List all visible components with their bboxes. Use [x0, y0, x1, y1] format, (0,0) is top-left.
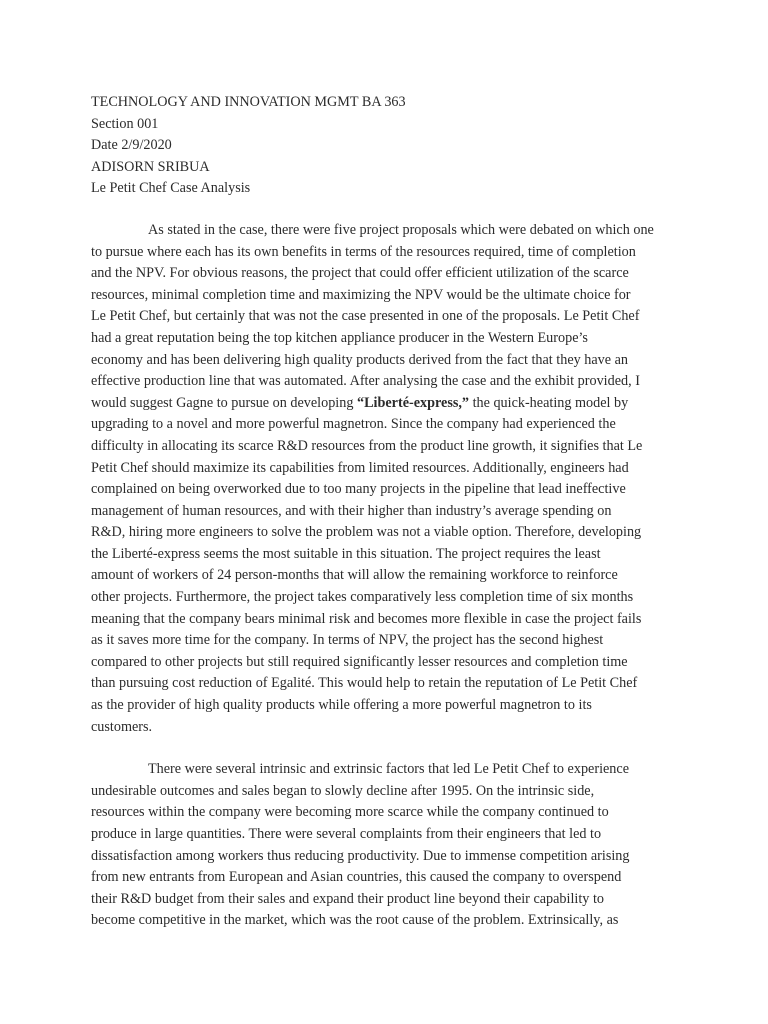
paragraph-line: management of human resources, and with their higher than industry’s average spending on	[91, 502, 612, 519]
paragraph-line: economy and has been delivering high quality products derived from the fact that they have an	[91, 351, 628, 368]
paragraph-line: Le Petit Chef, but certainly that was not the case presented in one of the proposals. Le Petit Chef	[91, 308, 640, 325]
paragraph-line: amount of workers of 24 person-months that will allow the remaining workforce to reinforce	[91, 567, 618, 584]
paragraph-line: produce in large quantities. There were several complaints from their engineers that led to	[91, 826, 602, 842]
paragraph-line: their R&D budget from their sales and expand their product line beyond their capability to	[91, 890, 604, 907]
paragraph-line: the Liberté-express seems the most suitable in this situation. The project requires the least	[91, 545, 601, 562]
paragraph-line: There were several intrinsic and extrinsic factors that led Le Petit Chef to experience	[148, 761, 629, 778]
paragraph-line: customers.	[91, 718, 153, 735]
line-text: the quick-heating model by	[469, 394, 629, 411]
paragraph-line: than pursuing cost reduction of Egalité. This would help to retain the reputation of Le Petit Chef	[91, 675, 638, 692]
paragraph-2	[91, 759, 683, 932]
paragraph-line: difficulty in allocating its scarce R&D resources from the product line growth, it signifies that Le	[91, 437, 643, 454]
author-name: ADISORN SRIBUA	[91, 158, 210, 175]
paragraph-line: and the NPV. For obvious reasons, the project that could offer efficient utilization of the scarce	[91, 265, 629, 282]
paragraph-line: effective production line that was automated. After analysing the case and the exhibit provided, I	[91, 373, 640, 390]
paragraph-1	[91, 220, 683, 738]
paragraph-line: R&D, hiring more engineers to solve the problem was not a viable option. Therefore, developing	[91, 524, 642, 541]
document-title: Le Petit Chef Case Analysis	[91, 180, 251, 197]
line-text: would suggest Gagne to pursue on developing	[91, 394, 357, 411]
paragraph-line: become competitive in the market, which was the root cause of the problem. Extrinsically, as	[91, 912, 619, 929]
document-date: Date 2/9/2020	[91, 137, 172, 154]
paragraph-line	[91, 393, 683, 415]
paragraph-line: upgrading to a novel and more powerful magnetron. Since the company had experienced the	[91, 416, 616, 433]
paragraph-line: as the provider of high quality products while offering a more powerful magnetron to its	[91, 697, 592, 714]
paragraph-line: other projects. Furthermore, the project takes comparatively less completion time of six months	[91, 589, 634, 606]
paragraph-line: undesirable outcomes and sales began to slowly decline after 1995. On the intrinsic side,	[91, 782, 595, 799]
paragraph-line: compared to other projects but still required significantly lesser resources and completion time	[91, 653, 628, 670]
section-number: Section 001	[91, 115, 159, 132]
course-title: TECHNOLOGY AND INNOVATION MGMT BA 363	[91, 94, 406, 110]
project-name-highlight: “Liberté-express,”	[356, 394, 470, 411]
paragraph-line: Petit Chef should maximize its capabilities from limited resources. Additionally, engineers had	[91, 459, 629, 476]
paragraph-line: as it saves more time for the company. In terms of NPV, the project has the second highest	[91, 632, 604, 649]
paragraph-line: from new entrants from European and Asian countries, this caused the company to overspend	[91, 869, 622, 886]
paragraph-line: meaning that the company bears minimal risk and becomes more flexible in case the project fails	[91, 610, 642, 627]
document-content	[91, 92, 683, 932]
paragraph-line: to pursue where each has its own benefits in terms of the resources required, time of completion	[91, 243, 636, 260]
paragraph-line: dissatisfaction among workers thus reducing productivity. Due to immense competition arising	[91, 847, 630, 864]
paragraph-line: As stated in the case, there were five project proposals which were debated on which one	[148, 221, 654, 238]
paragraph-line: resources within the company were becoming more scarce while the company continued to	[91, 804, 609, 821]
paragraph-line: resources, minimal completion time and maximizing the NPV would be the ultimate choice for	[91, 286, 631, 303]
paragraph-line: had a great reputation being the top kitchen appliance producer in the Western Europe’s	[91, 329, 588, 346]
document-header	[91, 92, 683, 200]
paragraph-line: complained on being overworked due to too many projects in the pipeline that lead ineffective	[91, 481, 626, 498]
